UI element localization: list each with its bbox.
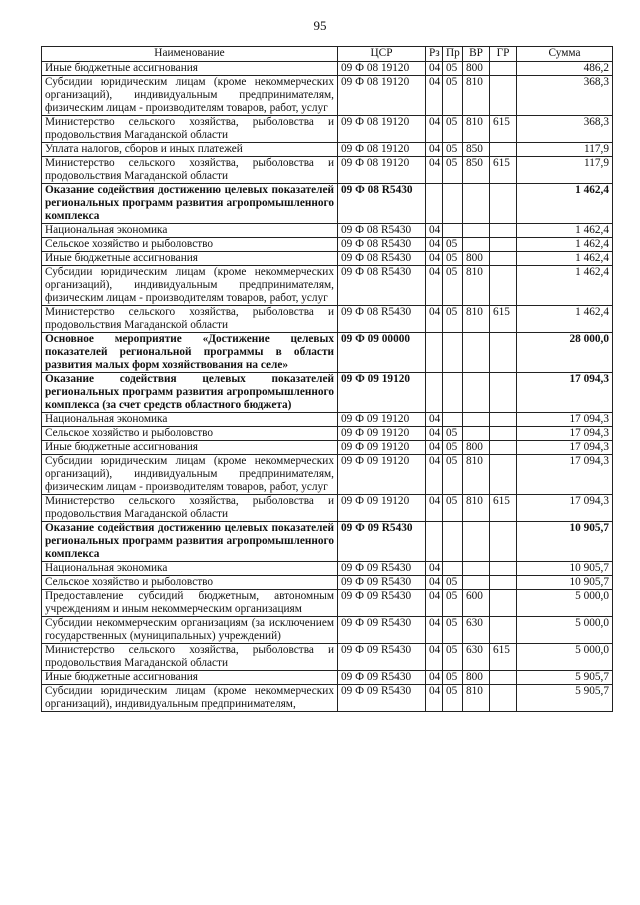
cell-csr: 09 Ф 08 19120 xyxy=(338,116,426,143)
cell-vr: 810 xyxy=(463,116,490,143)
table-row xyxy=(42,413,613,427)
cell-sum: 368,3 xyxy=(517,76,613,116)
cell-csr: 09 Ф 09 R5430 xyxy=(338,590,426,617)
cell-pr: 05 xyxy=(443,252,463,266)
cell-rz: 04 xyxy=(426,671,443,685)
cell-sum: 368,3 xyxy=(517,116,613,143)
table-row xyxy=(42,238,613,252)
cell-rz: 04 xyxy=(426,685,443,712)
cell-name: Сельское хозяйство и рыболовство xyxy=(42,238,338,252)
table-row xyxy=(42,157,613,184)
cell-name: Министерство сельского хозяйства, рыболовства и продовольствия Магаданской области xyxy=(42,306,338,333)
cell-pr: 05 xyxy=(443,143,463,157)
cell-rz: 04 xyxy=(426,427,443,441)
cell-vr: 810 xyxy=(463,306,490,333)
cell-gr: 615 xyxy=(490,157,517,184)
cell-pr: 05 xyxy=(443,495,463,522)
cell-gr xyxy=(490,373,517,413)
cell-sum: 10 905,7 xyxy=(517,522,613,562)
cell-gr xyxy=(490,413,517,427)
cell-csr: 09 Ф 09 19120 xyxy=(338,427,426,441)
cell-gr xyxy=(490,62,517,76)
cell-csr: 09 Ф 09 19120 xyxy=(338,495,426,522)
cell-rz: 04 xyxy=(426,224,443,238)
cell-name: Иные бюджетные ассигнования xyxy=(42,671,338,685)
cell-csr: 09 Ф 08 R5430 xyxy=(338,224,426,238)
cell-csr: 09 Ф 08 19120 xyxy=(338,143,426,157)
table-row xyxy=(42,590,613,617)
cell-vr xyxy=(463,238,490,252)
cell-name: Иные бюджетные ассигнования xyxy=(42,441,338,455)
cell-gr xyxy=(490,562,517,576)
cell-name: Оказание содействия достижению целевых показателей региональных программ развития агропромышленного комплекса xyxy=(42,522,338,562)
cell-pr xyxy=(443,413,463,427)
cell-sum: 5 905,7 xyxy=(517,671,613,685)
cell-name: Министерство сельского хозяйства, рыболовства и продовольствия Магаданской области xyxy=(42,495,338,522)
cell-sum: 17 094,3 xyxy=(517,495,613,522)
cell-csr: 09 Ф 09 19120 xyxy=(338,413,426,427)
cell-vr: 800 xyxy=(463,441,490,455)
cell-csr: 09 Ф 09 R5430 xyxy=(338,644,426,671)
cell-sum: 17 094,3 xyxy=(517,455,613,495)
cell-rz: 04 xyxy=(426,455,443,495)
cell-vr: 810 xyxy=(463,266,490,306)
cell-vr: 600 xyxy=(463,590,490,617)
cell-name: Национальная экономика xyxy=(42,224,338,238)
cell-sum: 28 000,0 xyxy=(517,333,613,373)
cell-gr xyxy=(490,238,517,252)
table-row xyxy=(42,116,613,143)
cell-vr xyxy=(463,562,490,576)
cell-rz xyxy=(426,184,443,224)
cell-gr: 615 xyxy=(490,495,517,522)
cell-vr xyxy=(463,184,490,224)
cell-name: Национальная экономика xyxy=(42,413,338,427)
cell-name: Оказание содействия достижению целевых показателей региональных программ развития агропромышленного комплекса xyxy=(42,184,338,224)
cell-name: Субсидии юридическим лицам (кроме некоммерческих организаций), индивидуальным предпринимателям, физическим лицам - производителям товаров, работ, услуг xyxy=(42,76,338,116)
table-row xyxy=(42,76,613,116)
table-row xyxy=(42,224,613,238)
cell-gr xyxy=(490,522,517,562)
cell-rz: 04 xyxy=(426,590,443,617)
cell-csr: 09 Ф 09 R5430 xyxy=(338,617,426,644)
cell-name: Субсидии юридическим лицам (кроме некоммерческих организаций), индивидуальным предпринимателям, xyxy=(42,685,338,712)
cell-csr: 09 Ф 08 19120 xyxy=(338,157,426,184)
cell-gr xyxy=(490,455,517,495)
table-row xyxy=(42,184,613,224)
cell-rz: 04 xyxy=(426,617,443,644)
cell-pr: 05 xyxy=(443,157,463,184)
cell-name: Министерство сельского хозяйства, рыболовства и продовольствия Магаданской области xyxy=(42,644,338,671)
cell-rz: 04 xyxy=(426,413,443,427)
cell-pr xyxy=(443,184,463,224)
cell-pr: 05 xyxy=(443,671,463,685)
cell-csr: 09 Ф 09 R5430 xyxy=(338,671,426,685)
cell-csr: 09 Ф 09 19120 xyxy=(338,441,426,455)
cell-rz xyxy=(426,333,443,373)
cell-vr: 810 xyxy=(463,455,490,495)
cell-pr: 05 xyxy=(443,644,463,671)
cell-gr xyxy=(490,143,517,157)
table-row xyxy=(42,495,613,522)
header-vr: ВР xyxy=(463,47,490,62)
cell-csr: 09 Ф 09 19120 xyxy=(338,455,426,495)
table-row xyxy=(42,522,613,562)
cell-gr xyxy=(490,576,517,590)
cell-rz: 04 xyxy=(426,252,443,266)
cell-vr xyxy=(463,576,490,590)
cell-pr xyxy=(443,333,463,373)
cell-vr: 800 xyxy=(463,252,490,266)
cell-csr: 09 Ф 08 R5430 xyxy=(338,252,426,266)
cell-csr: 09 Ф 09 R5430 xyxy=(338,562,426,576)
cell-sum: 5 000,0 xyxy=(517,590,613,617)
cell-rz: 04 xyxy=(426,562,443,576)
cell-vr: 800 xyxy=(463,62,490,76)
table-row xyxy=(42,306,613,333)
cell-vr: 850 xyxy=(463,157,490,184)
cell-sum: 5 000,0 xyxy=(517,617,613,644)
cell-csr: 09 Ф 09 R5430 xyxy=(338,576,426,590)
cell-vr xyxy=(463,224,490,238)
cell-name: Субсидии юридическим лицам (кроме некоммерческих организаций), индивидуальным предпринимателям, физическим лицам - производителям товаров, работ, услуг xyxy=(42,266,338,306)
cell-gr: 615 xyxy=(490,306,517,333)
cell-sum: 17 094,3 xyxy=(517,427,613,441)
cell-sum: 1 462,4 xyxy=(517,306,613,333)
cell-name: Субсидии некоммерческим организациям (за исключением государственных (муниципальных) учреждений) xyxy=(42,617,338,644)
cell-vr: 810 xyxy=(463,495,490,522)
cell-name: Иные бюджетные ассигнования xyxy=(42,62,338,76)
cell-name: Министерство сельского хозяйства, рыболовства и продовольствия Магаданской области xyxy=(42,157,338,184)
cell-gr xyxy=(490,685,517,712)
cell-rz: 04 xyxy=(426,116,443,143)
cell-vr xyxy=(463,427,490,441)
cell-pr: 05 xyxy=(443,455,463,495)
cell-csr: 09 Ф 09 00000 xyxy=(338,333,426,373)
cell-vr xyxy=(463,522,490,562)
cell-pr: 05 xyxy=(443,238,463,252)
cell-name: Сельское хозяйство и рыболовство xyxy=(42,427,338,441)
table-row xyxy=(42,333,613,373)
cell-csr: 09 Ф 09 R5430 xyxy=(338,685,426,712)
cell-sum: 17 094,3 xyxy=(517,373,613,413)
cell-csr: 09 Ф 08 19120 xyxy=(338,62,426,76)
cell-vr: 630 xyxy=(463,644,490,671)
cell-sum: 5 000,0 xyxy=(517,644,613,671)
cell-gr xyxy=(490,617,517,644)
cell-sum: 1 462,4 xyxy=(517,184,613,224)
cell-pr: 05 xyxy=(443,685,463,712)
cell-vr xyxy=(463,413,490,427)
cell-csr: 09 Ф 09 R5430 xyxy=(338,522,426,562)
cell-gr xyxy=(490,590,517,617)
cell-rz: 04 xyxy=(426,238,443,252)
cell-name: Сельское хозяйство и рыболовство xyxy=(42,576,338,590)
cell-name: Предоставление субсидий бюджетным, автономным учреждениям и иным некоммерческим организациям xyxy=(42,590,338,617)
cell-vr xyxy=(463,333,490,373)
page-number: 95 xyxy=(313,18,327,33)
cell-sum: 10 905,7 xyxy=(517,576,613,590)
table-row xyxy=(42,252,613,266)
cell-gr xyxy=(490,224,517,238)
cell-gr xyxy=(490,266,517,306)
cell-sum: 1 462,4 xyxy=(517,224,613,238)
cell-gr xyxy=(490,252,517,266)
cell-sum: 1 462,4 xyxy=(517,252,613,266)
cell-pr: 05 xyxy=(443,441,463,455)
cell-csr: 09 Ф 08 R5430 xyxy=(338,238,426,252)
table-header-row xyxy=(42,47,613,62)
budget-table xyxy=(41,46,613,712)
cell-gr xyxy=(490,671,517,685)
cell-sum: 1 462,4 xyxy=(517,238,613,252)
cell-rz: 04 xyxy=(426,576,443,590)
cell-vr xyxy=(463,373,490,413)
table-row xyxy=(42,671,613,685)
cell-vr: 810 xyxy=(463,76,490,116)
cell-pr: 05 xyxy=(443,617,463,644)
cell-sum: 10 905,7 xyxy=(517,562,613,576)
cell-vr: 630 xyxy=(463,617,490,644)
table-row xyxy=(42,617,613,644)
cell-sum: 117,9 xyxy=(517,157,613,184)
header-gr: ГР xyxy=(490,47,517,62)
cell-vr: 850 xyxy=(463,143,490,157)
cell-pr: 05 xyxy=(443,306,463,333)
cell-gr xyxy=(490,441,517,455)
cell-rz xyxy=(426,373,443,413)
cell-gr xyxy=(490,76,517,116)
cell-name: Министерство сельского хозяйства, рыболовства и продовольствия Магаданской области xyxy=(42,116,338,143)
cell-sum: 5 905,7 xyxy=(517,685,613,712)
table-row xyxy=(42,562,613,576)
cell-name: Национальная экономика xyxy=(42,562,338,576)
cell-pr xyxy=(443,373,463,413)
cell-pr: 05 xyxy=(443,576,463,590)
cell-pr: 05 xyxy=(443,590,463,617)
table-row xyxy=(42,685,613,712)
cell-name: Иные бюджетные ассигнования xyxy=(42,252,338,266)
header-sum: Сумма xyxy=(517,47,613,62)
cell-rz: 04 xyxy=(426,266,443,306)
cell-pr: 05 xyxy=(443,116,463,143)
cell-rz: 04 xyxy=(426,143,443,157)
cell-name: Основное мероприятие «Достижение целевых показателей региональной программы в области развития малых форм хозяйствования на селе» xyxy=(42,333,338,373)
cell-gr xyxy=(490,333,517,373)
header-csr: ЦСР xyxy=(338,47,426,62)
cell-vr: 800 xyxy=(463,671,490,685)
table-row xyxy=(42,266,613,306)
cell-sum: 1 462,4 xyxy=(517,266,613,306)
cell-rz xyxy=(426,522,443,562)
table-row xyxy=(42,62,613,76)
cell-gr: 615 xyxy=(490,644,517,671)
cell-pr: 05 xyxy=(443,266,463,306)
cell-pr xyxy=(443,522,463,562)
cell-gr: 615 xyxy=(490,116,517,143)
cell-pr: 05 xyxy=(443,427,463,441)
table-row xyxy=(42,455,613,495)
table-row xyxy=(42,644,613,671)
cell-sum: 17 094,3 xyxy=(517,441,613,455)
cell-pr: 05 xyxy=(443,76,463,116)
table-row xyxy=(42,373,613,413)
cell-rz: 04 xyxy=(426,495,443,522)
table-row xyxy=(42,143,613,157)
table-row xyxy=(42,441,613,455)
header-pr: Пр xyxy=(443,47,463,62)
cell-rz: 04 xyxy=(426,441,443,455)
cell-sum: 486,2 xyxy=(517,62,613,76)
cell-csr: 09 Ф 08 R5430 xyxy=(338,266,426,306)
cell-csr: 09 Ф 08 19120 xyxy=(338,76,426,116)
cell-vr: 810 xyxy=(463,685,490,712)
cell-csr: 09 Ф 08 R5430 xyxy=(338,184,426,224)
cell-name: Субсидии юридическим лицам (кроме некоммерческих организаций), индивидуальным предпринимателям, физическим лицам - производителям товаров, работ, услуг xyxy=(42,455,338,495)
table-row xyxy=(42,576,613,590)
cell-sum: 17 094,3 xyxy=(517,413,613,427)
cell-pr: 05 xyxy=(443,62,463,76)
cell-sum: 117,9 xyxy=(517,143,613,157)
cell-rz: 04 xyxy=(426,76,443,116)
cell-gr xyxy=(490,184,517,224)
cell-rz: 04 xyxy=(426,644,443,671)
cell-rz: 04 xyxy=(426,62,443,76)
cell-csr: 09 Ф 08 R5430 xyxy=(338,306,426,333)
table-row xyxy=(42,427,613,441)
cell-gr xyxy=(490,427,517,441)
cell-pr xyxy=(443,224,463,238)
cell-name: Оказание содействия целевых показателей региональных программ развития агропромышленного комплекса (за счет средств областного бюджета) xyxy=(42,373,338,413)
cell-rz: 04 xyxy=(426,157,443,184)
header-name: Наименование xyxy=(42,47,338,62)
cell-name: Уплата налогов, сборов и иных платежей xyxy=(42,143,338,157)
cell-rz: 04 xyxy=(426,306,443,333)
table-body xyxy=(42,62,613,712)
header-rz: Рз xyxy=(426,47,443,62)
cell-pr xyxy=(443,562,463,576)
cell-csr: 09 Ф 09 19120 xyxy=(338,373,426,413)
